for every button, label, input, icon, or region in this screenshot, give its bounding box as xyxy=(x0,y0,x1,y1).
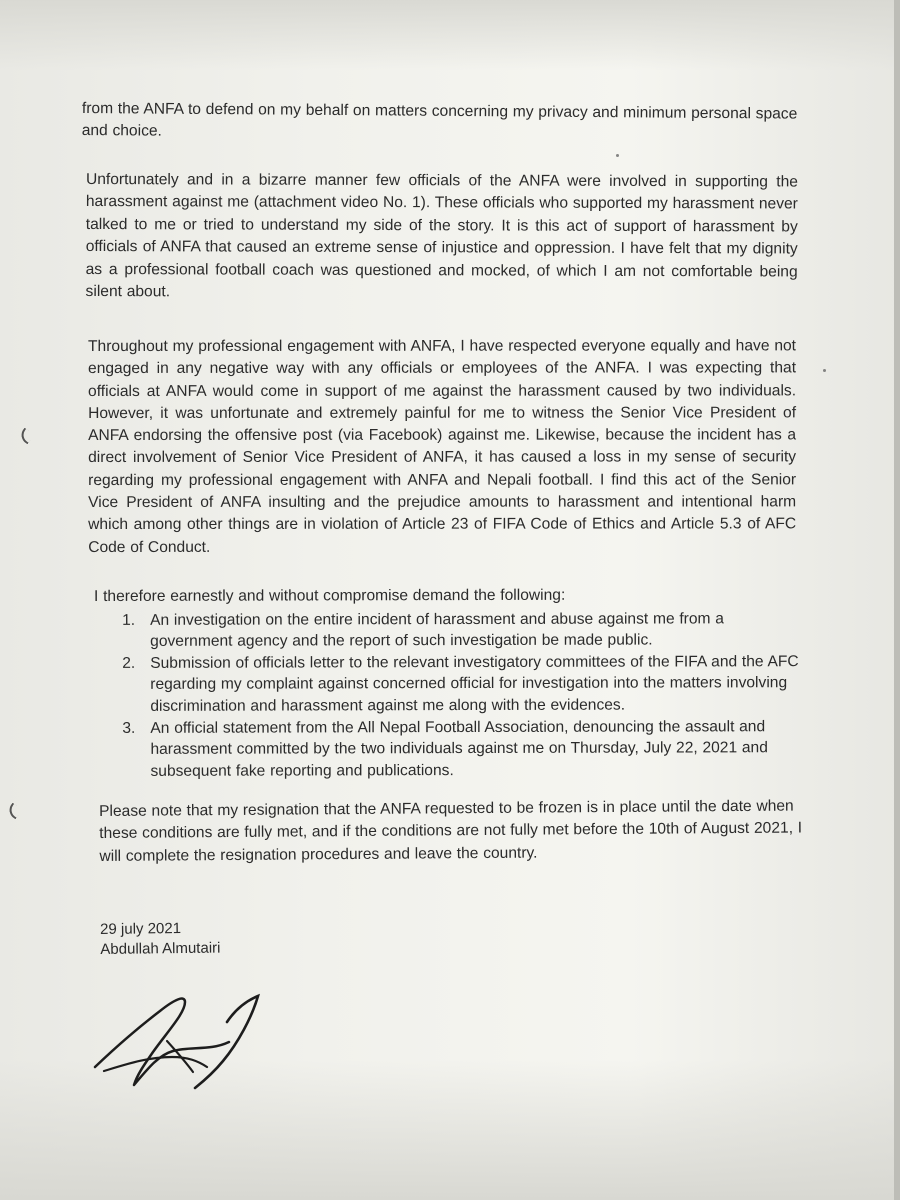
letter-paragraph-3: Throughout my professional engagement with ANFA, I have respected everyone equally and have not engaged in any negative way with any officials or employees of the ANFA. I was expecting that officials at ANFA would come in support of me against the harassment caused by two individuals. However, it was unfortunate and extremely painful for me to witness the Senior Vice President of ANFA endorsing the offensive post (via Facebook) against me. Likewise, because the incident has a direct involvement of Senior Vice President of ANFA, it has caused a loss in my sense of security regarding my professional engagement with ANFA and Nepali football. I find this act of the Senior Vice President of ANFA insulting and the prejudice amounts to harassment and intentional harm which among other things are in violation of Article 23 of FIFA Code of Ethics and Article 5.3 of AFC Code of Conduct. xyxy=(88,337,797,556)
signature-block xyxy=(100,917,320,960)
letter-date: 29 july 2021 xyxy=(100,920,182,938)
demand-number: 1. xyxy=(122,611,136,629)
demand-number: 2. xyxy=(122,654,136,672)
signatory-name: Abdullah Almutairi xyxy=(100,939,221,958)
demand-item xyxy=(94,651,804,718)
letter-paragraph-1: from the ANFA to defend on my behalf on matters concerning my privacy and minimum personal space and choice. xyxy=(81,99,798,140)
demand-text: An official statement from the All Nepal Football Association, denouncing the assault and harassment committed by the two individuals against me on Thursday, July 22, 2021 and subsequent fake reporting and publications. xyxy=(150,717,768,780)
demands-section xyxy=(94,584,805,782)
letter-paragraph-2: Unfortunately and in a bizarre manner few officials of the ANFA were involved in supporting the harassment against me (attachment video No. 1). These officials who supported my harassment never talked to me or tried to understand my side of the story. It is this act of support of harassment by officials of ANFA that caused an extreme sense of injustice and oppression. I have felt that my dignity as a professional football coach was questioned and mocked, of which I am not comfortable being silent about. xyxy=(85,170,798,301)
demand-list xyxy=(94,608,804,783)
handwritten-signature-icon xyxy=(82,985,272,1095)
signature-stroke-a xyxy=(95,999,229,1085)
demands-intro: I therefore earnestly and without compromise demand the following: xyxy=(94,586,566,605)
letter-paragraph-closing: Please note that my resignation that the ANFA requested to be frozen is in place until the date when these conditions are fully met, and if the conditions are not fully met before the 10th of August 2021, I will complete the resignation procedures and leave the country. xyxy=(99,797,803,865)
demand-item xyxy=(94,608,804,653)
demand-text: Submission of officials letter to the relevant investigatory committees of the FIFA and the AFC regarding my complaint against concerned official for investigation into the matters involving discrimination and harassment against me along with the evidences. xyxy=(150,652,799,715)
demand-text: An investigation on the entire incident of harassment and abuse against me from a government agency and the report of such investigation be made public. xyxy=(150,609,724,651)
demand-number: 3. xyxy=(122,719,136,737)
demand-item xyxy=(94,716,804,783)
